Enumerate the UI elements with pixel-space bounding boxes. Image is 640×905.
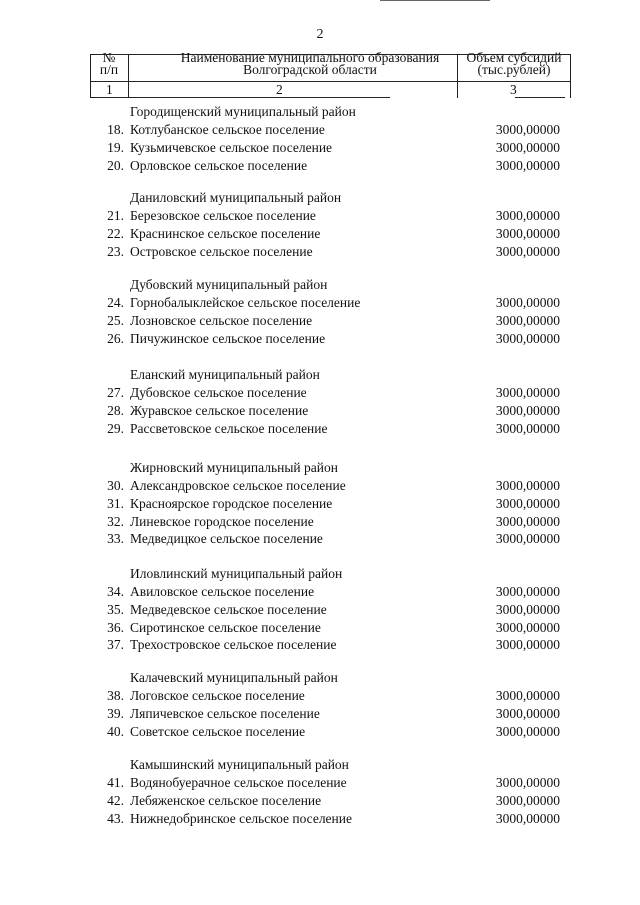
subsidy-value: 3000,00000 (495, 225, 560, 241)
subsidy-value: 3000,00000 (495, 295, 560, 310)
row-number: 19. (107, 139, 124, 155)
subsidy-value: 3000,00000 (495, 330, 560, 346)
settlement-name: Рассветовское сельское поселение (130, 420, 328, 436)
settlement-name: Лозновское сельское поселение (130, 312, 313, 328)
subsidy-value: 3000,00000 (495, 531, 560, 547)
table-row (0, 793, 640, 810)
settlement-name: Горнобалыклейское сельское поселение (130, 295, 361, 310)
table-row (0, 724, 640, 741)
table-row (0, 496, 640, 513)
settlement-name: Островское сельское поселение (130, 243, 313, 259)
row-number: 27. (107, 385, 124, 400)
settlement-name: Трехостровское сельское поселение (130, 637, 337, 653)
settlement-name: Орловское сельское поселение (130, 157, 308, 173)
district-title: Городищенский муниципальный район (130, 104, 356, 119)
subsidy-value: 3000,00000 (495, 688, 560, 703)
row-number: 23. (107, 243, 124, 259)
table-row (0, 385, 640, 402)
settlement-name: Логовское сельское поселение (130, 688, 305, 703)
subsidy-value: 3000,00000 (495, 705, 560, 721)
table-row (0, 602, 640, 619)
settlement-name: Александровское сельское поселение (130, 478, 346, 493)
subsidy-value: 3000,00000 (495, 637, 560, 653)
header-col-number: № п/п (99, 50, 119, 77)
settlement-name: Медведицкое сельское поселение (130, 531, 323, 547)
table-row (0, 158, 640, 175)
district-title: Дубовский муниципальный район (130, 277, 328, 292)
table-row (0, 295, 640, 312)
table-row (0, 514, 640, 531)
row-number: 43. (107, 810, 124, 826)
settlement-name: Линевское городское поселение (130, 513, 314, 529)
subsidy-value: 3000,00000 (495, 402, 560, 418)
row-number: 20. (107, 157, 124, 173)
subsidy-value: 3000,00000 (495, 312, 560, 328)
subsidy-value: 3000,00000 (495, 208, 560, 223)
subsidy-value: 3000,00000 (495, 584, 560, 599)
table-row (0, 140, 640, 157)
subsidy-value: 3000,00000 (495, 385, 560, 400)
column-number-2: 2 (276, 82, 283, 97)
header-col-subsidy: Объем субсидий (тыс.рублей) (466, 50, 562, 77)
subsidy-value: 3000,00000 (495, 420, 560, 436)
table-row (0, 226, 640, 243)
header-col-name: Наименование муниципального образования Волгоградской области (180, 50, 440, 77)
row-number: 21. (107, 208, 124, 223)
column-number-1: 1 (106, 82, 113, 97)
subsidy-value: 3000,00000 (495, 243, 560, 259)
table-row (0, 208, 640, 225)
table-row (0, 775, 640, 792)
row-number: 25. (107, 312, 124, 328)
table-row (0, 531, 640, 548)
district-title: Еланский муниципальный район (130, 367, 320, 382)
row-number: 34. (107, 584, 124, 599)
subsidy-value: 3000,00000 (495, 792, 560, 808)
row-number: 42. (107, 792, 124, 808)
table-row (0, 637, 640, 654)
row-number: 36. (107, 619, 124, 635)
settlement-name: Ляпичевское сельское поселение (130, 705, 320, 721)
subsidy-value: 3000,00000 (495, 478, 560, 493)
district-title: Камышинский муниципальный район (130, 757, 349, 772)
page-number: 2 (316, 27, 324, 42)
row-number: 37. (107, 637, 124, 653)
settlement-name: Авиловское сельское поселение (130, 584, 315, 599)
row-number: 18. (107, 122, 124, 137)
settlement-name: Красноярское городское поселение (130, 495, 333, 511)
table-row (0, 706, 640, 723)
district-title: Калачевский муниципальный район (130, 670, 338, 685)
table-row (0, 478, 640, 495)
settlement-name: Советское сельское поселение (130, 723, 306, 739)
subsidy-value: 3000,00000 (495, 601, 560, 617)
row-number: 26. (107, 330, 124, 346)
table-row (0, 403, 640, 420)
district-title: Даниловский муниципальный район (130, 190, 342, 205)
row-number: 33. (107, 531, 124, 547)
subsidy-value: 3000,00000 (495, 495, 560, 511)
table-row (0, 620, 640, 637)
row-number: 30. (107, 478, 124, 493)
row-number: 38. (107, 688, 124, 703)
table-row (0, 122, 640, 139)
row-number: 39. (107, 705, 124, 721)
row-number: 29. (107, 420, 124, 436)
row-number: 22. (107, 225, 124, 241)
table-row (0, 421, 640, 438)
subsidy-value: 3000,00000 (495, 157, 560, 173)
settlement-name: Кузьмичевское сельское поселение (130, 139, 333, 155)
subsidy-value: 3000,00000 (495, 775, 560, 790)
subsidy-value: 3000,00000 (495, 723, 560, 739)
row-number: 41. (107, 775, 124, 790)
row-number: 40. (107, 723, 124, 739)
settlement-name: Сиротинское сельское поселение (130, 619, 321, 635)
subsidy-value: 3000,00000 (495, 810, 560, 826)
subsidy-value: 3000,00000 (495, 513, 560, 529)
settlement-name: Водянобуерачное сельское поселение (130, 775, 347, 790)
table-row (0, 688, 640, 705)
row-number: 24. (107, 295, 124, 310)
settlement-name: Журавское сельское поселение (130, 402, 309, 418)
district-title: Жирновский муниципальный район (130, 460, 338, 475)
table-row (0, 811, 640, 828)
subsidy-value: 3000,00000 (495, 139, 560, 155)
settlement-name: Медведевское сельское поселение (130, 601, 327, 617)
column-number-3: 3 (510, 82, 517, 97)
settlement-name: Котлубанское сельское поселение (130, 122, 325, 137)
table-row (0, 584, 640, 601)
row-number: 32. (107, 513, 124, 529)
row-number: 31. (107, 495, 124, 511)
subsidy-value: 3000,00000 (495, 619, 560, 635)
subsidy-value: 3000,00000 (495, 122, 560, 137)
row-number: 35. (107, 601, 124, 617)
settlement-name: Нижнедобринское сельское поселение (130, 810, 352, 826)
settlement-name: Пичужинское сельское поселение (130, 330, 326, 346)
table-row (0, 313, 640, 330)
table-row (0, 331, 640, 348)
settlement-name: Дубовское сельское поселение (130, 385, 307, 400)
settlement-name: Березовское сельское поселение (130, 208, 316, 223)
row-number: 28. (107, 402, 124, 418)
district-title: Иловлинский муниципальный район (130, 566, 343, 581)
table-row (0, 244, 640, 261)
settlement-name: Лебяженское сельское поселение (130, 792, 322, 808)
settlement-name: Краснинское сельское поселение (130, 225, 321, 241)
